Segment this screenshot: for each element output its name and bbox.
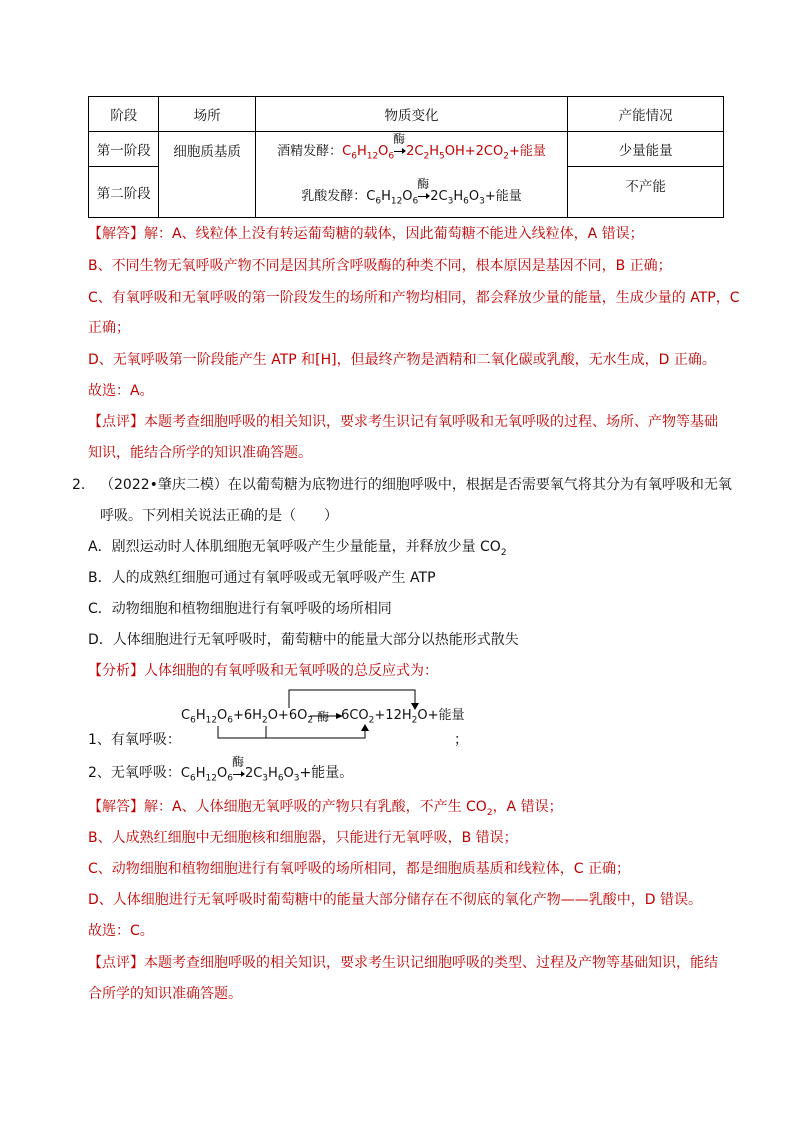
- answer1-line: 正确；: [88, 320, 130, 336]
- answer1-choice: 故选：A。: [88, 383, 154, 399]
- aerobic-semicolon: ；: [454, 732, 468, 748]
- option-c: C．动物细胞和植物细胞进行有氧呼吸的场所相同: [88, 601, 392, 617]
- option-a: A．剧烈运动时人体肌细胞无氧呼吸产生少量能量，并释放少量 $CO_2$: [88, 539, 507, 558]
- lactic-equation: 乳酸发酵：$C_6H_{12}O_6$ 酶 $2C_3H_6O_3+$能量: [301, 177, 522, 207]
- comment1-line: 知识，能结合所学的知识准确答题。: [88, 445, 312, 461]
- answer2-line: C、动物细胞和植物细胞进行有氧呼吸的场所相同，都是细胞质基质和线粒体，C 正确；: [88, 861, 630, 877]
- alcohol-equation: 酒精发酵：$C_6H_{12}O_6$ 酶 $2C_2H_5OH+2CO_2+$能量: [277, 132, 546, 162]
- option-b: B．人的成熟红细胞可通过有氧呼吸或无氧呼吸产生 ATP: [88, 570, 436, 586]
- analysis-line: 【分析】人体细胞的有氧呼吸和无氧呼吸的总反应式为：: [88, 663, 438, 679]
- answer1-line: B、不同生物无氧呼吸产物不同是因其所含呼吸酶的种类不同，根本原因是基因不同，B 正确；: [88, 258, 672, 274]
- energy-second: 不产能: [568, 167, 724, 218]
- comment2-line: 合所学的知识准确答题。: [88, 986, 242, 1002]
- enzyme-arrow-icon: 酶: [233, 769, 245, 779]
- aerobic-label: 1、有氧呼吸：: [88, 732, 181, 748]
- header-change: 物质变化: [255, 97, 568, 132]
- equation-cell: [255, 132, 568, 218]
- aerobic-equation: $C_6H_{12}O_6+6H_2O+6O_2$ 酶 $6CO_2+12H_2O+$能量: [181, 708, 465, 726]
- answer2-line: B、人成熟红细胞中无细胞核和细胞器，只能进行无氧呼吸，B 错误；: [88, 830, 518, 846]
- location-cell: 细胞质基质: [159, 132, 255, 218]
- header-energy: 产能情况: [568, 97, 724, 132]
- anaerobic-line: 2、无氧呼吸：$C_6H_{12}O_6$ 酶 $2C_3H_6O_3+$能量。: [88, 754, 354, 784]
- question2-stem: 呼吸。下列相关说法正确的是（ ）: [100, 508, 338, 524]
- option-d: D．人体细胞进行无氧呼吸时，葡萄糖中的能量大部分以热能形式散失: [88, 632, 519, 648]
- energy-first: 少量能量: [568, 132, 724, 167]
- table-header-row: [89, 97, 724, 132]
- answer2-line: 【解答】解：A、人体细胞无氧呼吸的产物只有乳酸，不产生 $CO_2$，A 错误；: [88, 799, 563, 818]
- answer2-choice: 故选：C。: [88, 923, 154, 939]
- question2-number: 2.: [72, 477, 86, 493]
- enzyme-label: 酶: [317, 710, 330, 724]
- enzyme-arrow-icon: 酶: [418, 191, 430, 201]
- stage-first: 第一阶段: [89, 132, 159, 167]
- enzyme-arrow-icon: 酶: [394, 146, 406, 156]
- comment1-line: 【点评】本题考查细胞呼吸的相关知识，要求考生识记有氧呼吸和无氧呼吸的过程、场所、产物等基础: [88, 414, 718, 430]
- answer1-line: C、有氧呼吸和无氧呼吸的第一阶段发生的场所和产物均相同，都会释放少量的能量，生成少量的 ATP，C: [88, 290, 740, 306]
- comment2-line: 【点评】本题考查细胞呼吸的相关知识，要求考生识记细胞呼吸的类型、过程及产物等基础知识，能结: [88, 955, 718, 971]
- respiration-stage-table: [88, 96, 724, 218]
- answer1-line: D、无氧呼吸第一阶段能产生 ATP 和[H]，但最终产物是酒精和二氧化碳或乳酸，无水生成，D 正确。: [88, 352, 716, 368]
- stage-second: 第二阶段: [89, 167, 159, 218]
- answer2-line: D、人体细胞进行无氧呼吸时葡萄糖中的能量大部分储存在不彻底的氧化产物——乳酸中，D 错误。: [88, 892, 703, 908]
- question2-stem: （2022•肇庆二模）在以葡萄糖为底物进行的细胞呼吸中，根据是否需要氧气将其分为有氧呼吸和无氧: [100, 477, 732, 493]
- header-location: 场所: [159, 97, 255, 132]
- header-stage: 阶段: [89, 97, 159, 132]
- answer1-line: 【解答】解：A、线粒体上没有转运葡萄糖的载体，因此葡萄糖不能进入线粒体，A 错误；: [88, 226, 644, 242]
- table-row: [89, 132, 724, 167]
